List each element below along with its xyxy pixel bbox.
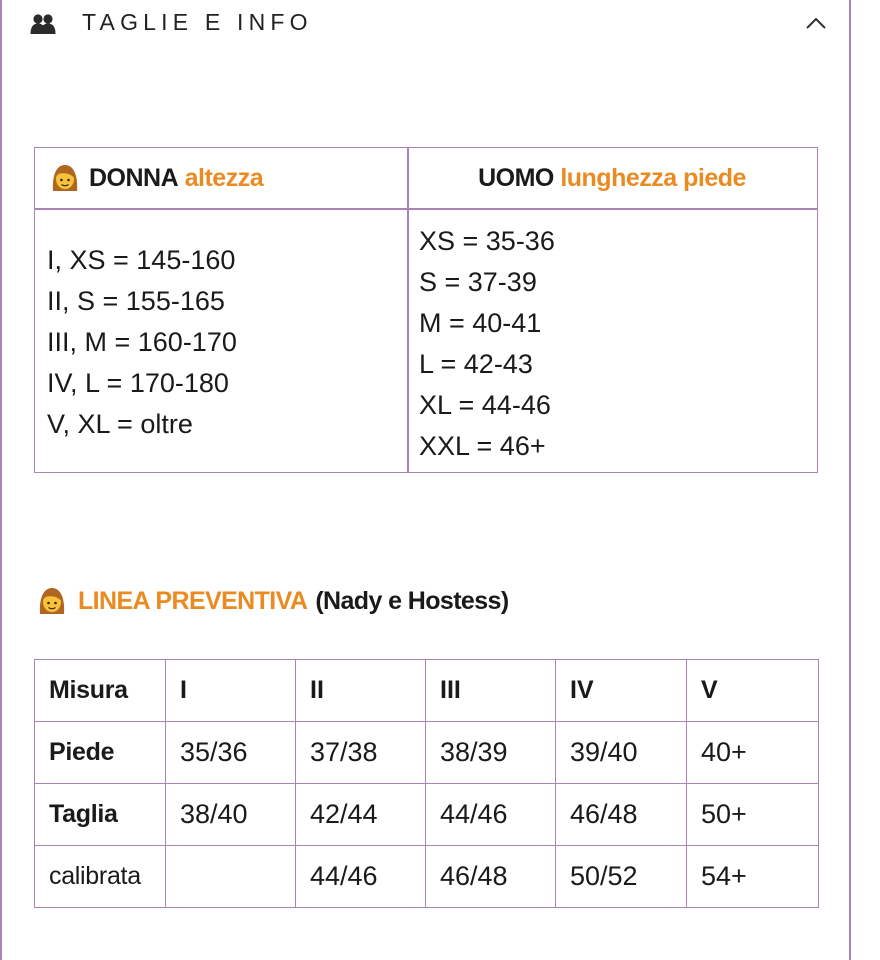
table-cell: 35/36 xyxy=(166,722,296,784)
column-header: III xyxy=(426,660,556,722)
accordion-header[interactable] xyxy=(0,0,849,50)
table-cell: 44/46 xyxy=(296,846,426,908)
row-header: Taglia xyxy=(35,784,166,846)
list-item: XS = 35-36 xyxy=(419,226,555,256)
table-row xyxy=(35,784,819,846)
table-cell: 50+ xyxy=(687,784,819,846)
table-cell: 39/40 xyxy=(556,722,687,784)
column-header: V xyxy=(687,660,819,722)
table-header-row xyxy=(35,660,819,722)
table-cell: 44/46 xyxy=(426,784,556,846)
list-item: L = 42-43 xyxy=(419,349,533,379)
list-item: XL = 44-46 xyxy=(419,390,551,420)
women-header xyxy=(49,148,399,208)
list-item: II, S = 155-165 xyxy=(47,286,225,316)
woman-icon xyxy=(49,162,81,194)
table-cell: 46/48 xyxy=(426,846,556,908)
men-size-list xyxy=(419,221,555,467)
table-cell: 54+ xyxy=(687,846,819,908)
table-row xyxy=(35,722,819,784)
list-item: I, XS = 145-160 xyxy=(47,245,236,275)
list-item: XXL = 46+ xyxy=(419,431,546,461)
table-row xyxy=(35,846,819,908)
list-item: S = 37-39 xyxy=(419,267,537,297)
panel-left-border xyxy=(0,0,2,960)
row-header: calibrata xyxy=(35,846,166,908)
column-header: I xyxy=(166,660,296,722)
preventive-heading xyxy=(36,583,509,619)
table-cell: 42/44 xyxy=(296,784,426,846)
women-label: DONNA xyxy=(89,163,179,192)
woman-icon xyxy=(36,585,68,617)
list-item: V, XL = oltre xyxy=(47,409,193,439)
list-item: III, M = 160-170 xyxy=(47,327,237,357)
size-table xyxy=(34,147,818,473)
table-cell: 40+ xyxy=(687,722,819,784)
women-measure-label: altezza xyxy=(184,163,264,192)
row-header: Piede xyxy=(35,722,166,784)
list-item: M = 40-41 xyxy=(419,308,542,338)
table-cell xyxy=(166,846,296,908)
table-cell: 38/39 xyxy=(426,722,556,784)
table-cell: 38/40 xyxy=(166,784,296,846)
list-item: IV, L = 170-180 xyxy=(47,368,229,398)
preventive-size-table xyxy=(34,659,819,908)
table-cell: 50/52 xyxy=(556,846,687,908)
men-header xyxy=(407,148,817,208)
people-icon xyxy=(30,11,56,37)
women-size-list xyxy=(47,240,237,445)
table-cell: 46/48 xyxy=(556,784,687,846)
preventive-title: LINEA PREVENTIVA xyxy=(78,586,308,615)
table-cell: 37/38 xyxy=(296,722,426,784)
column-header: IV xyxy=(556,660,687,722)
panel-right-border xyxy=(849,0,851,960)
chevron-up-icon[interactable] xyxy=(803,13,829,33)
men-measure-label: lunghezza piede xyxy=(560,163,746,192)
table-divider-horizontal xyxy=(35,208,817,210)
accordion-title: TAGLIE E INFO xyxy=(82,9,313,35)
men-label: UOMO xyxy=(478,163,554,192)
column-header: Misura xyxy=(35,660,166,722)
column-header: II xyxy=(296,660,426,722)
preventive-subtitle: (Nady e Hostess) xyxy=(315,586,509,615)
